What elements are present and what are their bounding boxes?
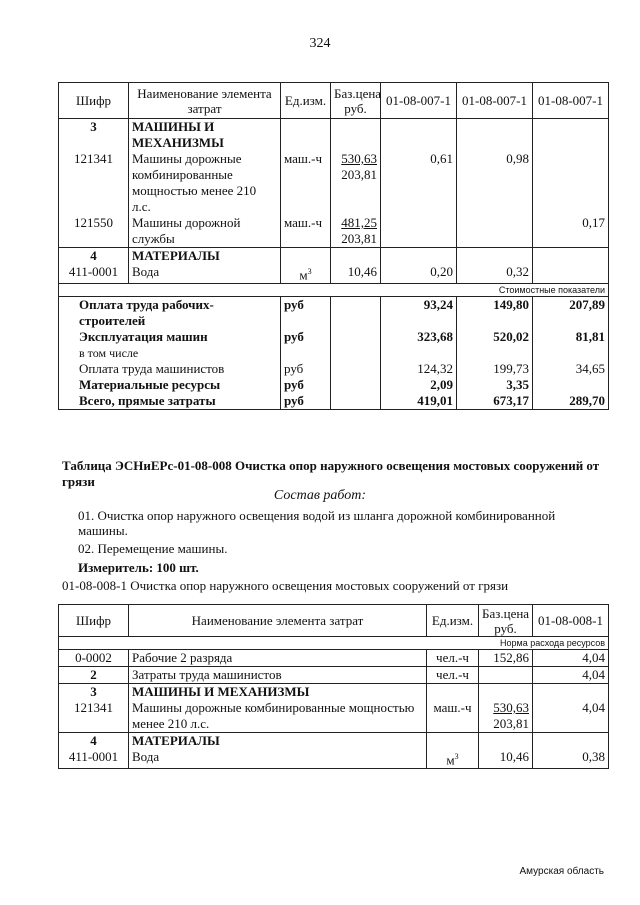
- row-price: 10,46: [479, 749, 533, 769]
- row-unit: маш.-ч: [281, 151, 331, 215]
- row-unit: $м^3$: [427, 749, 479, 769]
- header-col1: 01-08-007-1: [381, 83, 457, 119]
- price-base: 203,81: [341, 167, 377, 182]
- resource-table-007: [58, 82, 609, 410]
- row-value-3: [533, 151, 609, 215]
- row-code: 2: [59, 667, 129, 684]
- header-price: Баз.цена руб.: [331, 83, 381, 119]
- row-value-3: 0,17: [533, 215, 609, 248]
- row-unit: $м^3$: [281, 264, 331, 284]
- summary-unit: руб: [281, 329, 331, 361]
- header-col1: 01-08-008-1: [533, 605, 609, 637]
- table-title: Таблица ЭСНиЕРс-01-08-008 Очистка опор наружного освещения мостовых сооружений от грязи: [62, 458, 600, 489]
- row-value-1: 0,20: [381, 264, 457, 284]
- section-row: [59, 684, 609, 701]
- row-name: Машины дорожной службы: [129, 215, 281, 248]
- row-unit: маш.-ч: [281, 215, 331, 248]
- summary-name: Всего, прямые затраты: [59, 393, 281, 410]
- summary-value-2: 149,80: [457, 297, 533, 330]
- summary-name: Оплата труда машинистов: [59, 361, 281, 377]
- row-name: Машины дорожные комбинированные мощностью менее 210 л.с.: [129, 700, 427, 733]
- summary-value-3: 34,65: [533, 361, 609, 377]
- work-step: 01. Очистка опор наружного освещения водой из шланга дорожной комбинированной машины.: [78, 508, 556, 538]
- summary-value-1: 2,09: [381, 377, 457, 393]
- row-price: [331, 151, 381, 215]
- section-title: МАШИНЫ И МЕХАНИЗМЫ: [129, 684, 427, 701]
- header-col3: 01-08-007-1: [533, 83, 609, 119]
- section-title: МАШИНЫ И МЕХАНИЗМЫ: [129, 119, 281, 152]
- summary-value-2: 3,35: [457, 377, 533, 393]
- work-composition-heading: Состав работ:: [273, 488, 367, 503]
- cost-indicators-row: [59, 284, 609, 297]
- summary-row: [59, 393, 609, 410]
- row-price: [479, 667, 533, 684]
- row-value-1: 0,38: [533, 749, 609, 769]
- table-row: [59, 650, 609, 667]
- section-number: 4: [59, 248, 129, 265]
- summary-unit: руб: [281, 361, 331, 377]
- row-value-2: 0,98: [457, 151, 533, 215]
- row-code: 0-0002: [59, 650, 129, 667]
- header-col2: 01-08-007-1: [457, 83, 533, 119]
- section-row: [59, 733, 609, 750]
- summary-row: [59, 361, 609, 377]
- price-base: 203,81: [493, 716, 529, 731]
- table-row: [59, 700, 609, 733]
- section-title: МАТЕРИАЛЫ: [129, 733, 427, 750]
- norm-label-row: [59, 637, 609, 650]
- row-code: 411-0001: [59, 264, 129, 284]
- row-price: 10,46: [331, 264, 381, 284]
- header-price: Баз.цена руб.: [479, 605, 533, 637]
- header-name: Наименование элемента затрат: [129, 605, 427, 637]
- table-header-row: [59, 605, 609, 637]
- row-price: [479, 700, 533, 733]
- table-row: [59, 667, 609, 684]
- summary-unit: руб: [281, 297, 331, 330]
- region-footer: Амурская область: [519, 866, 604, 877]
- summary-value-3: 207,89: [533, 297, 609, 330]
- price-current: 530,63: [493, 700, 529, 715]
- row-unit: чел.-ч: [427, 650, 479, 667]
- summary-value-2: 199,73: [457, 361, 533, 377]
- summary-value-3: 81,81: [533, 329, 609, 361]
- header-code: Шифр: [59, 83, 129, 119]
- row-price: 152,86: [479, 650, 533, 667]
- summary-value-3: 289,70: [533, 393, 609, 410]
- section-title: МАТЕРИАЛЫ: [129, 248, 281, 265]
- summary-value-2: 520,02: [457, 329, 533, 361]
- header-code: Шифр: [59, 605, 129, 637]
- norm-subtitle: 01-08-008-1 Очистка опор наружного освещения мостовых сооружений от грязи: [62, 578, 509, 593]
- row-value-1: 4,04: [533, 650, 609, 667]
- page-number: 324: [309, 36, 331, 51]
- summary-value-1: 419,01: [381, 393, 457, 410]
- summary-name: Оплата труда рабочих-строителей: [59, 297, 281, 330]
- row-price: [331, 215, 381, 248]
- row-name: Машины дорожные комбинированные мощностью менее 210 л.с.: [129, 151, 281, 215]
- summary-value-1: 93,24: [381, 297, 457, 330]
- row-code: 121550: [59, 215, 129, 248]
- summary-value-1: 323,68: [381, 329, 457, 361]
- header-name: Наименование элемента затрат: [129, 83, 281, 119]
- resource-table-008: [58, 604, 609, 769]
- summary-name: Эксплуатация машин в том числе: [59, 329, 281, 361]
- table-header-row: [59, 83, 609, 119]
- summary-value-1: 124,32: [381, 361, 457, 377]
- section-row: [59, 119, 609, 152]
- row-unit: маш.-ч: [427, 700, 479, 733]
- price-current: 481,25: [341, 215, 377, 230]
- row-name: Рабочие 2 разряда: [129, 650, 427, 667]
- row-code: 121341: [59, 151, 129, 215]
- row-value-2: 0,32: [457, 264, 533, 284]
- row-name: Вода: [129, 264, 281, 284]
- row-value-1: 0,61: [381, 151, 457, 215]
- cost-indicators-label: Стоимостные показатели: [59, 284, 609, 297]
- work-step: 02. Перемещение машины.: [78, 541, 228, 556]
- row-value-2: [457, 215, 533, 248]
- row-value-1: [381, 215, 457, 248]
- section-number: 3: [59, 684, 129, 701]
- summary-unit: руб: [281, 377, 331, 393]
- row-unit: чел.-ч: [427, 667, 479, 684]
- section-row: [59, 248, 609, 265]
- header-unit: Ед.изм.: [281, 83, 331, 119]
- summary-value-2: 673,17: [457, 393, 533, 410]
- row-value-1: 4,04: [533, 700, 609, 733]
- table-row: [59, 264, 609, 284]
- summary-row: [59, 297, 609, 330]
- section-number: 4: [59, 733, 129, 750]
- price-current: 530,63: [341, 151, 377, 166]
- price-base: 203,81: [341, 231, 377, 246]
- table-row: [59, 215, 609, 248]
- header-unit: Ед.изм.: [427, 605, 479, 637]
- summary-row: [59, 329, 609, 361]
- row-value-1: 4,04: [533, 667, 609, 684]
- row-name: Вода: [129, 749, 427, 769]
- row-name: Затраты труда машинистов: [129, 667, 427, 684]
- row-value-3: [533, 264, 609, 284]
- row-code: 411-0001: [59, 749, 129, 769]
- summary-unit: руб: [281, 393, 331, 410]
- summary-value-3: [533, 377, 609, 393]
- row-code: 121341: [59, 700, 129, 733]
- norm-label: Норма расхода ресурсов: [59, 637, 609, 650]
- measure-unit: Измеритель: 100 шт.: [78, 560, 199, 575]
- section-number: 3: [59, 119, 129, 152]
- table-row: [59, 749, 609, 769]
- table-row: [59, 151, 609, 215]
- summary-name: Материальные ресурсы: [59, 377, 281, 393]
- summary-row: [59, 377, 609, 393]
